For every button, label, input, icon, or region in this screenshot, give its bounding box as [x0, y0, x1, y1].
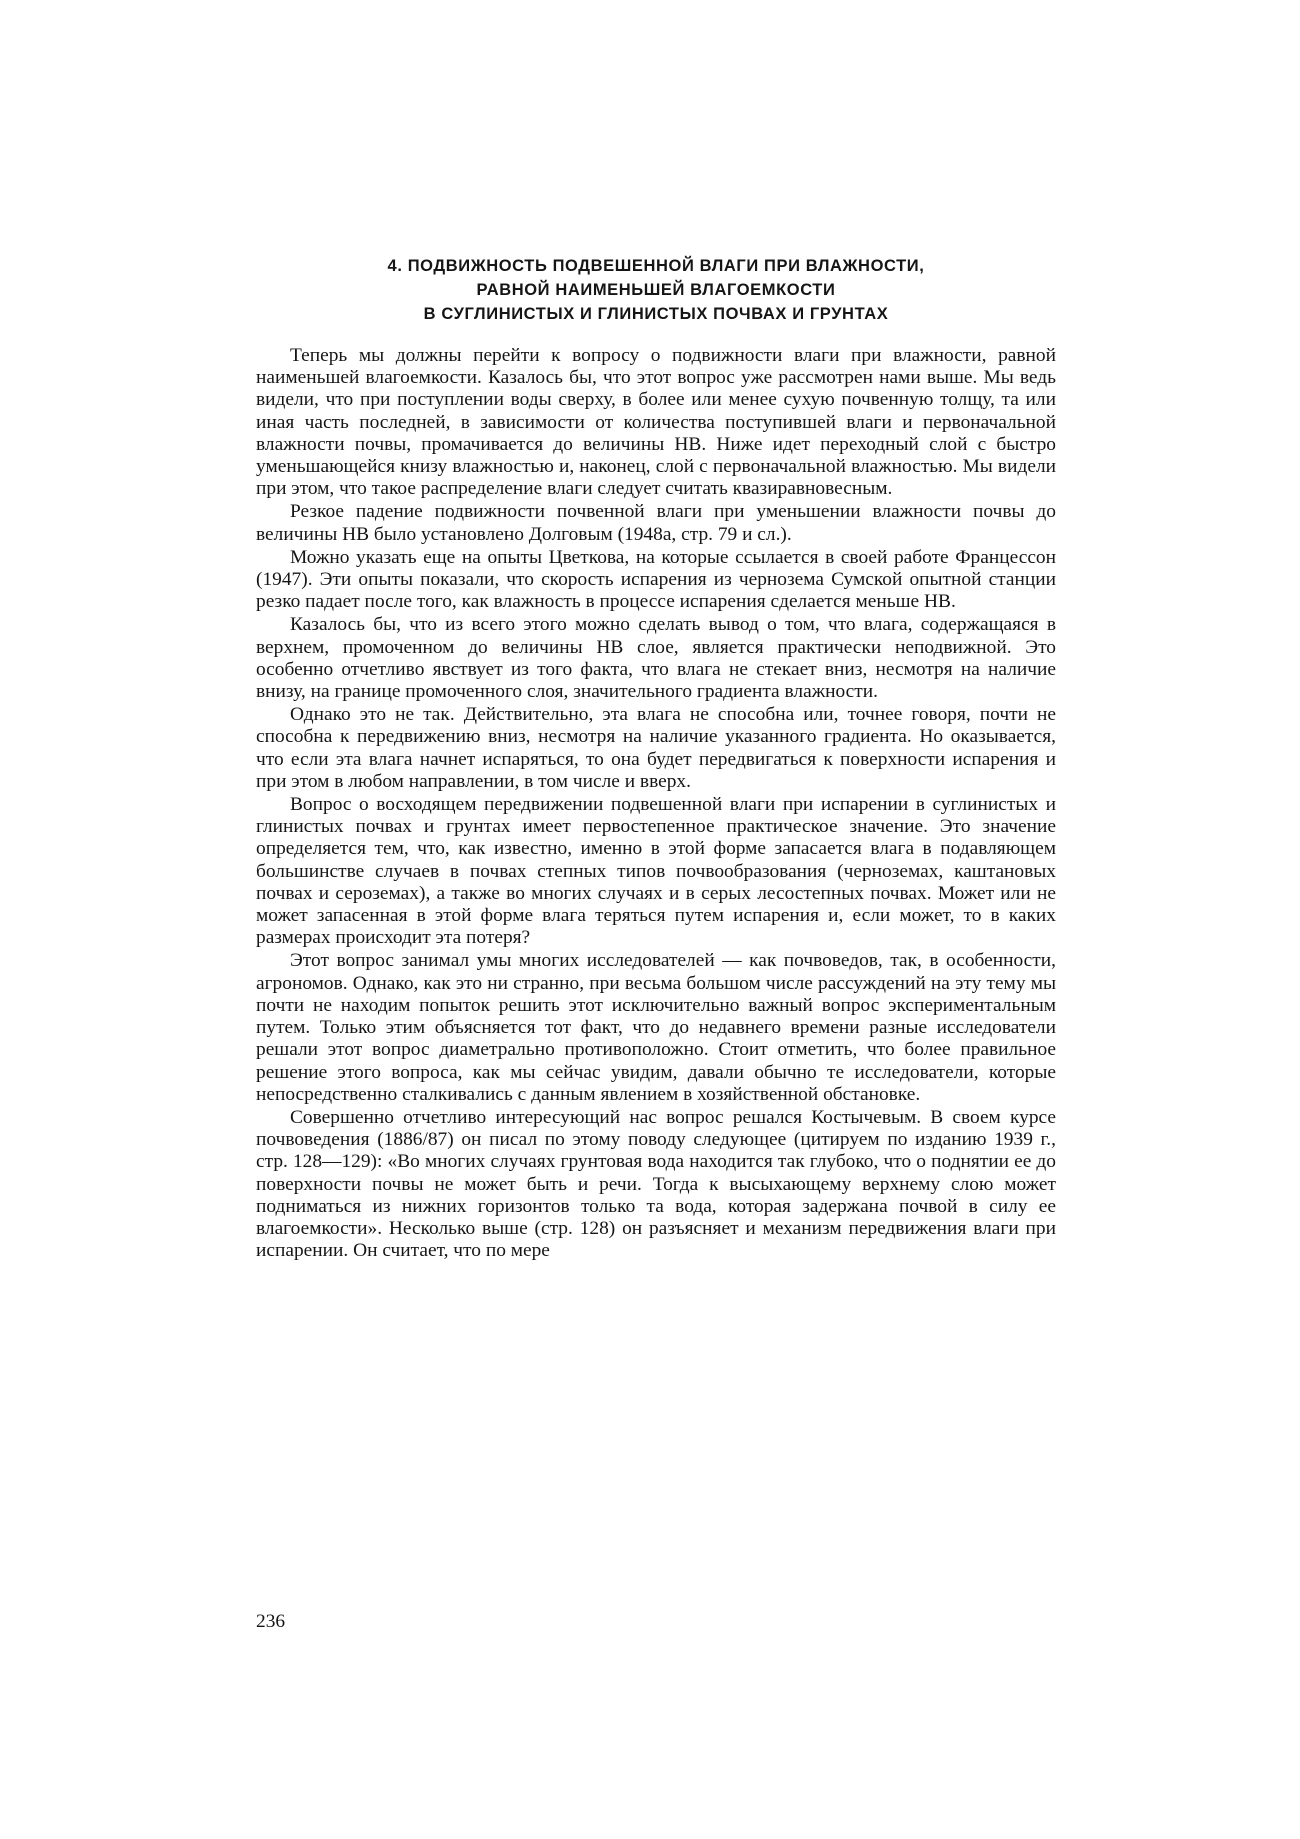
paragraph: Теперь мы должны перейти к вопросу о подвижности влаги при влажности, равной наименьшей влагоемкости. Казалось бы, что этот вопрос уже рассмотрен нами выше. Мы ведь видели, что при поступлении воды сверху, в более или менее сухую почвенную толщу, та или иная часть последней, в зависимости от количества поступившей влаги и первоначальной влажности почвы, промачивается до величины НВ. Ниже идет переходный слой с быстро уменьшающейся книзу влажностью и, наконец, слой с первоначальной влажностью. Мы видели при этом, что такое распределение влаги следует считать квазиравновесным. — [256, 345, 1056, 500]
section-heading-line: 4. ПОДВИЖНОСТЬ ПОДВЕШЕННОЙ ВЛАГИ ПРИ ВЛАЖНОСТИ, — [387, 257, 925, 275]
paragraph: Резкое падение подвижности почвенной влаги при уменьшении влажности почвы до величины НВ было установлено Долговым (1948а, стр. 79 и сл.). — [256, 501, 1056, 545]
section-heading-line: РАВНОЙ НАИМЕНЬШЕЙ ВЛАГОЕМКОСТИ — [476, 281, 836, 299]
paragraph: Казалось бы, что из всего этого можно сделать вывод о том, что влага, содержащаяся в верхнем, промоченном до величины НВ слое, является практически неподвижной. Это особенно отчетливо явствует из того факта, что влага не стекает вниз, несмотря на наличие внизу, на границе промоченного слоя, значительного градиента влажности. — [256, 614, 1056, 703]
paragraph: Этот вопрос занимал умы многих исследователей — как почвоведов, так, в особенности, агрономов. Однако, как это ни странно, при весьма большом числе рассуждений на эту тему мы почти не находим попыток решить этот исключительно важный вопрос экспериментальным путем. Только этим объясняется тот факт, что до недавнего времени разные исследователи решали этот вопрос диаметрально противоположно. Стоит отметить, что более правильное решение этого вопроса, как мы сейчас увидим, давали обычно те исследователи, которые непосредственно сталкивались с данным явлением в хозяйственной обстановке. — [256, 950, 1056, 1105]
paragraph: Вопрос о восходящем передвижении подвешенной влаги при испарении в суглинистых и глинистых почвах и грунтах имеет первостепенное практическое значение. Это значение определяется тем, что, как известно, именно в этой форме запасается влага в подавляющем большинстве случаев в почвах степных типов почвообразования (черноземах, каштановых почвах и сероземах), а также во многих случаях и в серых лесостепных почвах. Может или не может запасенная в этой форме влага теряться путем испарения и, если может, то в каких размерах происходит эта потеря? — [256, 794, 1056, 949]
page-number: 236 — [256, 1611, 286, 1632]
paragraph: Можно указать еще на опыты Цветкова, на которые ссылается в своей работе Францессон (1947). Эти опыты показали, что скорость испарения из чернозема Сумской опытной станции резко падает после того, как влажность в процессе испарения сделается меньше НВ. — [256, 546, 1056, 613]
section-heading — [256, 254, 1056, 326]
body-text — [256, 345, 1056, 1262]
paragraph: Однако это не так. Действительно, эта влага не способна или, точнее говоря, почти не способна к передвижению вниз, несмотря на наличие указанного градиента. Но оказывается, что если эта влага начнет испаряться, то она будет передвигаться к поверхности испарения и при этом в любом направлении, в том числе и вверх. — [256, 704, 1056, 792]
section-heading-line: В СУГЛИНИСТЫХ И ГЛИНИСТЫХ ПОЧВАХ И ГРУНТАХ — [423, 305, 889, 323]
paragraph: Совершенно отчетливо интересующий нас вопрос решался Костычевым. В своем курсе почвоведения (1886/87) он писал по этому поводу следующее (цитируем по изданию 1939 г., стр. 128—129): «Во многих случаях грунтовая вода находится так глубоко, что о поднятии ее до поверхности почвы не может быть и речи. Тогда к высыхающему верхнему слою может подниматься из нижних горизонтов только та вода, которая задержана почвой в силу ее влагоемкости». Несколько выше (стр. 128) он разъясняет и механизм передвижения влаги при испарении. Он считает, что по мере — [256, 1106, 1056, 1262]
